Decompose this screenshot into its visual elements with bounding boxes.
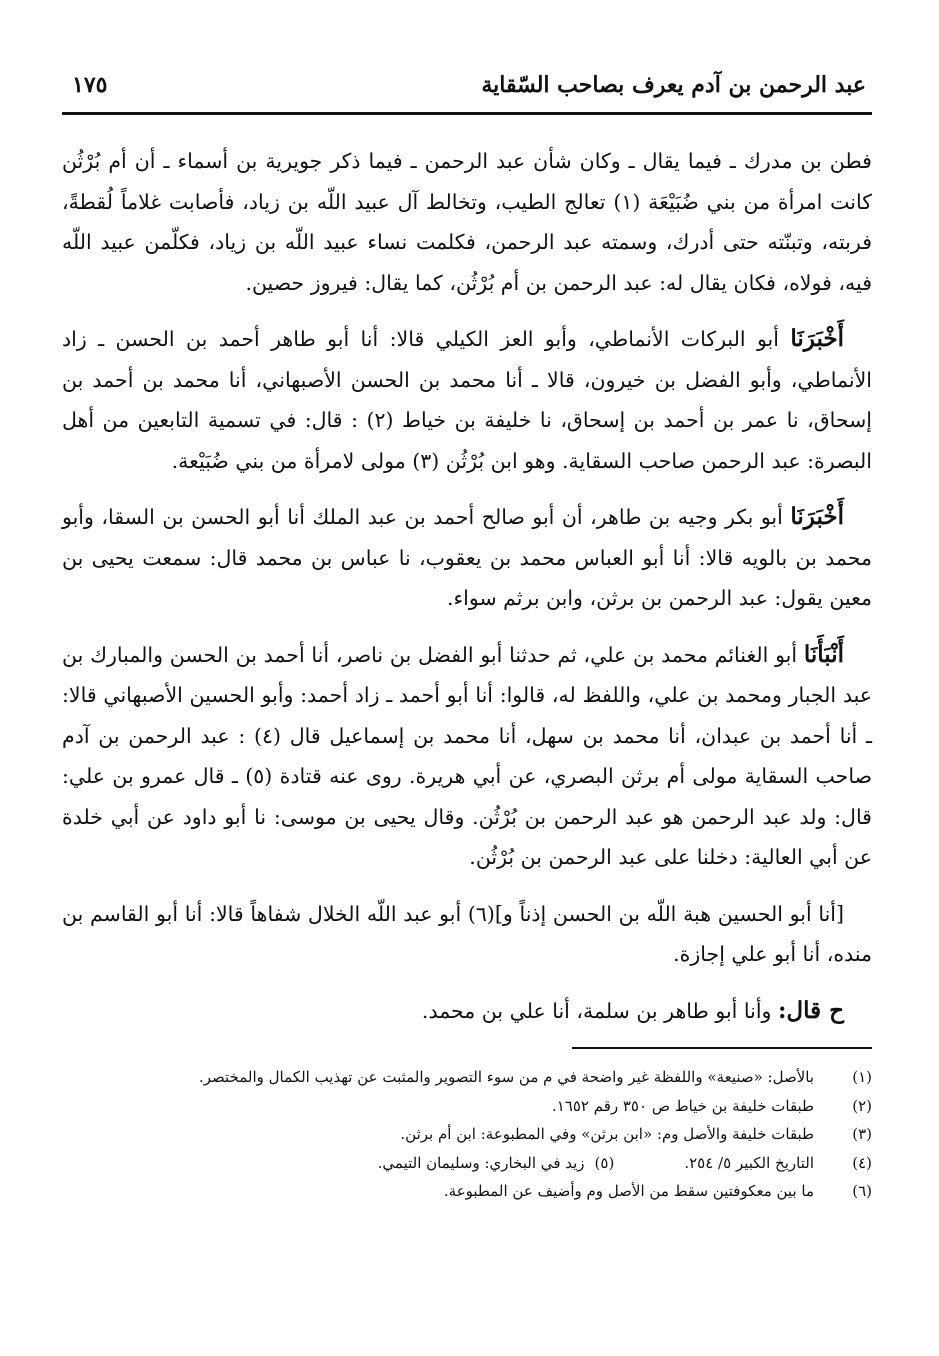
page-header: [62, 60, 872, 115]
paragraph-1: [62, 141, 872, 303]
footnote-text: طبقات خليفة والأصل وم: «ابن برثن» وفي المطبوعة: ابن أم برثن.: [400, 1125, 814, 1143]
paragraph-lead: ح قال:: [777, 996, 844, 1024]
paragraph-lead: أَخْبَرَنَا: [790, 325, 844, 352]
paragraph-lead: أَنْبَأَنَا: [803, 640, 844, 668]
footnote-text: طبقات خليفة بن خياط ص ٣٥٠ رقم ١٦٥٢.: [551, 1096, 814, 1115]
paragraph-text: فطن بن مدرك ـ فيما يقال ـ وكان شأن عبد الرحمن ـ فيما ذكر جويرية بن أسماء ـ أن أم بُرْثُن كانت امرأة من بني ضُبَيْعَة (١) تعالج الطيب، وتخالط آل عبيد اللّه بن زياد، فأصابت غلاماً لُقطةً، فربته، وتبنّته حتى أدرك، وسمته عبد الرحمن، فكلمت نساء عبيد اللّه بن زياد، فكلّمن عبيد اللّه فيه، فولاه، فكان يقال له: عبد الرحمن بن أم بُرْثُن، كما يقال: فيروز حصين.: [62, 149, 873, 295]
main-text: [62, 141, 872, 1031]
footnote-text: التاريخ الكبير ٥/ ٢٥٤.: [684, 1153, 814, 1172]
paragraph-text: [أنا أبو الحسين هبة اللّه بن الحسن إذناً و](٦) أبو عبد اللّه الخلال شفاهاً قالا: أنا أبو القاسم بن منده، أنا أبو علي إجازة.: [62, 901, 872, 966]
paragraph-text: أبو الغنائم محمد بن علي، ثم حدثنا أبو الفضل بن ناصر، أنا أحمد بن الحسن والمبارك بن عبد الجبار ومحمد بن علي، واللفظ له، قالوا: أنا أبو أحمد ـ زاد أحمد: وأبو الحسين الأصبهاني قالا: ـ أنا أحمد بن عبدان، أنا محمد بن سهل، أنا محمد بن إسماعيل قال (٤) : عبد الرحمن بن آدم صاحب السقاية مولى أم برثن البصري، عن أبي هريرة. روى عنه قتادة (٥) ـ قال عمرو بن علي: قال: ولد عبد الرحمن هو عبد الرحمن بن بُرْثُن. وقال يحيى بن موسى: نا أبو داود عن أبي خلدة عن أبي العالية: دخلنا على عبد الرحمن بن بُرْثُن.: [62, 642, 873, 869]
footnote-4-5: [62, 1149, 872, 1178]
footnote-number: (٣): [852, 1125, 872, 1143]
book-page: [62, 60, 872, 1330]
footnote-number: (٥): [594, 1153, 615, 1172]
paragraph-text: وأنا أبو طاهر بن سلمة، أنا علي بن محمد.: [421, 998, 778, 1023]
paragraph-3: [62, 497, 872, 619]
footnote-text: بالأصل: «صنيعة» واللفظة غير واضحة في م من سوء التصوير والمثبت عن تهذيب الكمال والمختصر.: [198, 1068, 814, 1086]
footnote-number: (١): [852, 1068, 872, 1086]
footnote-3: [62, 1120, 872, 1149]
paragraph-lead: أَخْبَرَنَا: [790, 503, 844, 530]
footnote-text: زيد في البخاري: وسليمان التيمي.: [377, 1153, 585, 1172]
paragraph-4: [62, 635, 872, 878]
paragraph-text: أبو بكر وجيه بن طاهر، أن أبو صالح أحمد بن عبد الملك أنا أبو الحسن بن السقا، وأبو محمد بن بالويه قالا: أنا أبو العباس محمد بن يعقوب، نا عباس بن محمد قال: سمعت يحيى بن معين يقول: عبد الرحمن بن برثن، وابن برثم سواء.: [62, 505, 872, 610]
footnotes: [62, 1063, 872, 1206]
paragraph-6: [62, 991, 872, 1032]
footnote-1: [62, 1063, 872, 1092]
paragraph-2: [62, 319, 872, 481]
footnote-text: ما بين معكوفتين سقط من الأصل وم وأضيف عن المطبوعة.: [443, 1182, 814, 1200]
footnote-number: (٢): [852, 1096, 872, 1115]
footnote-number: (٤): [852, 1153, 872, 1172]
footnote-5: [378, 1149, 615, 1178]
page-number: ١٧٥: [72, 72, 108, 98]
footnote-divider: [572, 1047, 872, 1049]
footnote-6: [62, 1177, 872, 1206]
footnote-number: (٦): [852, 1182, 872, 1200]
paragraph-5: [62, 894, 872, 975]
running-title: عبد الرحمن بن آدم يعرف بصاحب السّقاية: [481, 72, 866, 98]
footnote-2: [62, 1092, 872, 1121]
paragraph-text: أبو البركات الأنماطي، وأبو العز الكيلي قالا: أنا أبو طاهر أحمد بن الحسن ـ زاد الأنماطي، وأبو الفضل بن خيرون، قالا ـ أنا محمد بن الحسن الأصبهاني، أنا محمد بن أحمد بن إسحاق، نا عمر بن أحمد بن إسحاق، نا خليفة بن خياط (٢) : قال: في تسمية التابعين من أهل البصرة: عبد الرحمن صاحب السقاية. وهو ابن بُرْثُن (٣) مولى لامرأة من بني ضُبَيْعة.: [62, 327, 872, 473]
